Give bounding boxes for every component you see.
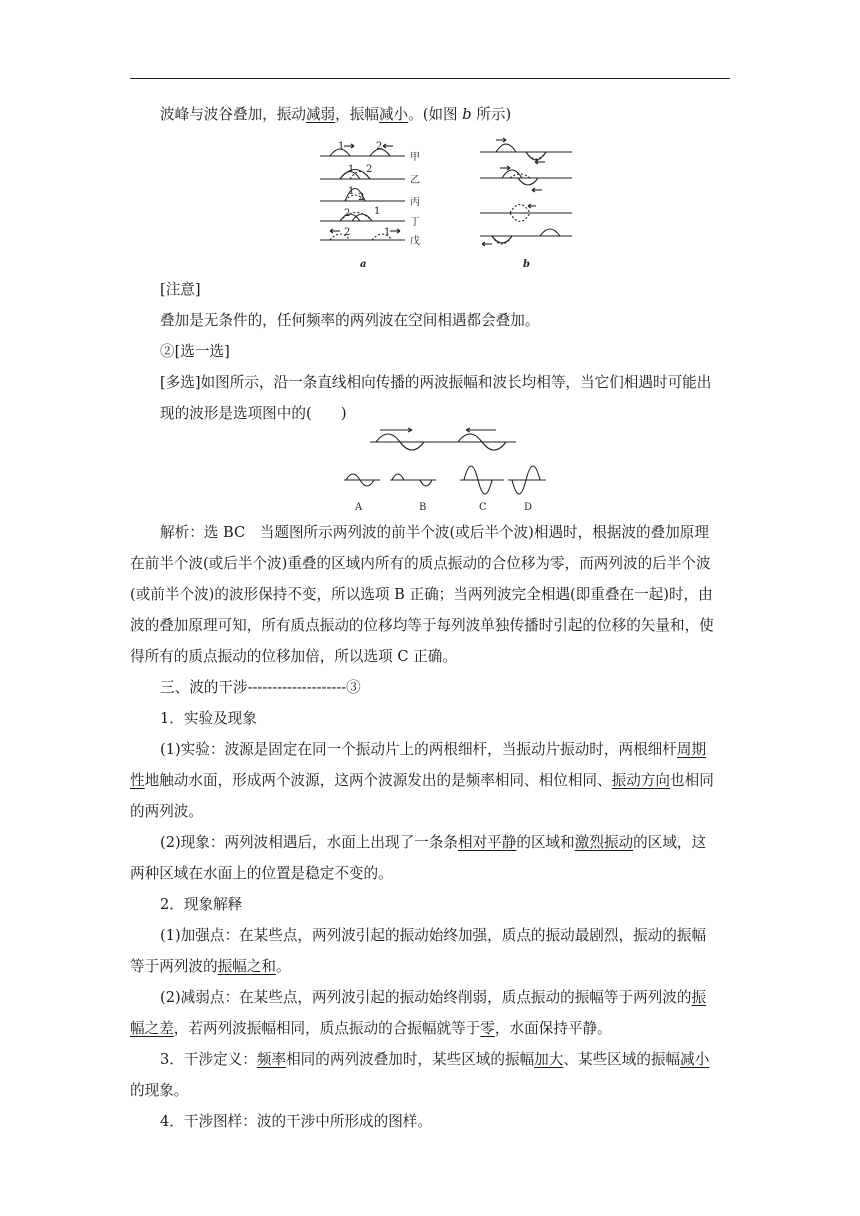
select-heading: ②[选一选]	[160, 343, 230, 360]
svg-text:丁: 丁	[410, 217, 420, 228]
svg-text:丙: 丙	[410, 197, 420, 208]
options-figure	[340, 422, 550, 514]
svg-text:b: b	[523, 259, 530, 270]
note-heading: [注意]	[160, 281, 201, 298]
svg-text:a: a	[360, 259, 367, 270]
experiment-line-1: (1)实验：波源是固定在同一个振动片上的两根细杆，当振动片振动时，两根细杆周期	[160, 741, 707, 758]
analysis-line-4: 波的叠加原理可知，所有质点振动的位移均等于每列波单独传播时引起的位移的矢量和，使	[130, 617, 714, 634]
svg-text:2: 2	[358, 192, 365, 203]
note-body: 叠加是无条件的，任何频率的两列波在空间相遇都会叠加。	[160, 312, 540, 329]
svg-text:甲: 甲	[410, 152, 420, 163]
superposition-figure	[310, 134, 580, 272]
question-line-2: 现的波形是选项图中的( )	[160, 405, 347, 422]
question-line-1: [多选]如图所示，沿一条直线相向传播的两波振幅和波长均相等，当它们相遇时可能出	[160, 374, 712, 391]
heading-explanation: 2．现象解释	[160, 896, 243, 913]
analysis-line-3: (或前半个波)的波形保持不变，所以选项 B 正确；当两列波完全相遇(即重叠在一起)时，由	[130, 586, 713, 603]
svg-text:1: 1	[384, 227, 391, 238]
svg-text:2: 2	[344, 227, 351, 238]
svg-text:戊: 戊	[410, 236, 420, 247]
option-a-label: A	[355, 502, 363, 513]
option-b-label: B	[419, 502, 427, 513]
svg-text:1: 1	[338, 141, 345, 152]
svg-text:1: 1	[348, 186, 355, 197]
phenomenon-line-2: 两种区域在水面上的位置是稳定不变的。	[130, 865, 393, 882]
paragraph-trough-crest: 波峰与波谷叠加，振动减弱，振幅减小。(如图 b 所示)	[160, 106, 512, 123]
svg-text:1: 1	[348, 164, 355, 175]
section-3-heading: 三、波的干涉--------------------③	[160, 679, 361, 696]
option-c-label: C	[479, 502, 487, 513]
phenomenon-line-1: (2)现象：两列波相遇后，水面上出现了一条条相对平静的区域和激烈振动的区域，这	[160, 834, 707, 851]
weak-point-line-1: (2)减弱点：在某些点，两列波引起的振动始终削弱，质点振动的振幅等于两列波的振	[160, 989, 707, 1006]
definition-line-2: 的现象。	[130, 1082, 189, 1099]
svg-text:2: 2	[366, 164, 373, 175]
analysis-line-2: 在前半个波(或后半个波)重叠的区域内所有的质点振动的合位移为零，而两列波的后半个波	[130, 555, 711, 572]
analysis-line-1: 解析：选 BC 当题图所示两列波的前半个波(或后半个波)相遇时，根据波的叠加原理	[160, 524, 709, 541]
weak-point-line-2: 幅之差，若两列波振幅相同，质点振动的合振幅就等于零，水面保持平静。	[130, 1020, 612, 1037]
definition-line-1: 3．干涉定义：频率相同的两列波叠加时，某些区域的振幅加大、某些区域的振幅减小	[160, 1051, 710, 1068]
svg-text:2: 2	[344, 208, 351, 219]
strong-point-line-2: 等于两列波的振幅之和。	[130, 958, 291, 975]
interference-pattern: 4．干涉图样：波的干涉中所形成的图样。	[160, 1113, 432, 1130]
analysis-line-5: 得所有的质点振动的位移加倍，所以选项 C 正确。	[130, 648, 457, 665]
experiment-line-3: 的两列波。	[130, 803, 203, 820]
header-rule	[130, 78, 730, 79]
strong-point-line-1: (1)加强点：在某些点，两列波引起的振动始终加强，质点的振动最剧烈，振动的振幅	[160, 927, 707, 944]
svg-text:1: 1	[374, 206, 381, 217]
svg-text:乙: 乙	[410, 175, 420, 186]
heading-experiment: 1．实验及现象	[160, 710, 257, 727]
experiment-line-2: 性地触动水面，形成两个波源，这两个波源发出的是频率相同、相位相同、振动方向也相同	[130, 772, 714, 789]
option-d-label: D	[524, 502, 533, 513]
svg-text:2: 2	[376, 141, 383, 152]
